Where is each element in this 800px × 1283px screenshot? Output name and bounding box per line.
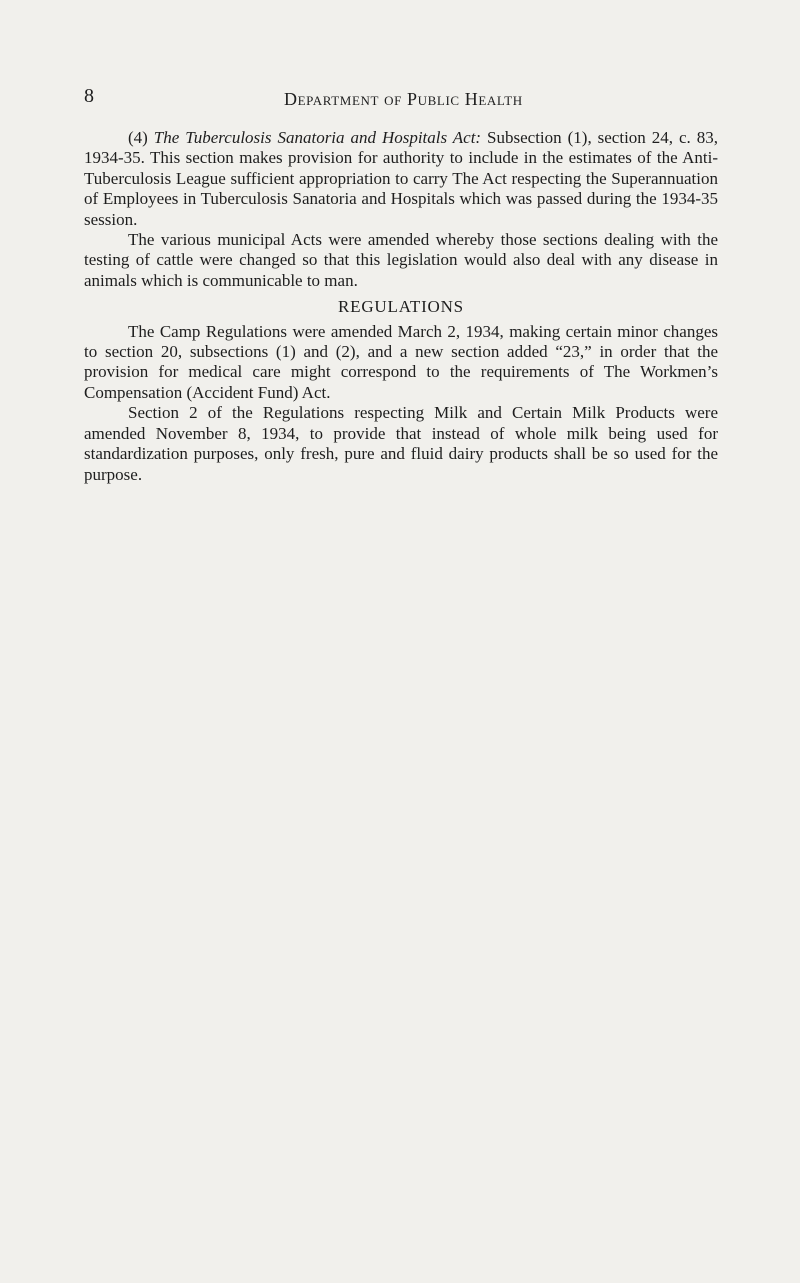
act-title: The Tuberculosis Sanatoria and Hospitals Act:	[153, 128, 482, 147]
paragraph-text: Subsection (1), section 24, c. 83, 1934-35. This section makes provision for authority to include in the estimates of the Anti-Tuberculosis League sufficient appropriation to carry The Act respecting the Superannuation of Employees in Tuberculosis Sanatoria and Hospitals which was passed during the 1934-35 session.	[84, 128, 718, 229]
running-head: Department of Public Health	[284, 89, 523, 109]
page-number: 8	[84, 85, 94, 107]
body-text	[84, 128, 718, 485]
paragraph-milk-regulations: Section 2 of the Regulations respecting Milk and Certain Milk Products were amended November 8, 1934, to provide that instead of whole milk being used for standardization purposes, only fresh, pure and fluid dairy products shall be so used for the purpose.	[84, 403, 718, 484]
paragraph-municipal-acts: The various municipal Acts were amended whereby those sections dealing with the testing of cattle were changed so that this legislation would also deal with any disease in animals which is communicable to man.	[84, 230, 718, 290]
item-number: (4)	[128, 128, 154, 147]
paragraph-camp-regulations: The Camp Regulations were amended March 2, 1934, making certain minor changes to section 20, subsections (1) and (2), and a new section added “23,” in order that the provision for medical care might correspond to the requirements of The Workmen’s Compensation (Accident Fund) Act.	[84, 321, 718, 402]
paragraph-tuberculosis-act	[84, 128, 718, 230]
section-heading-regulations: REGULATIONS	[338, 297, 464, 317]
